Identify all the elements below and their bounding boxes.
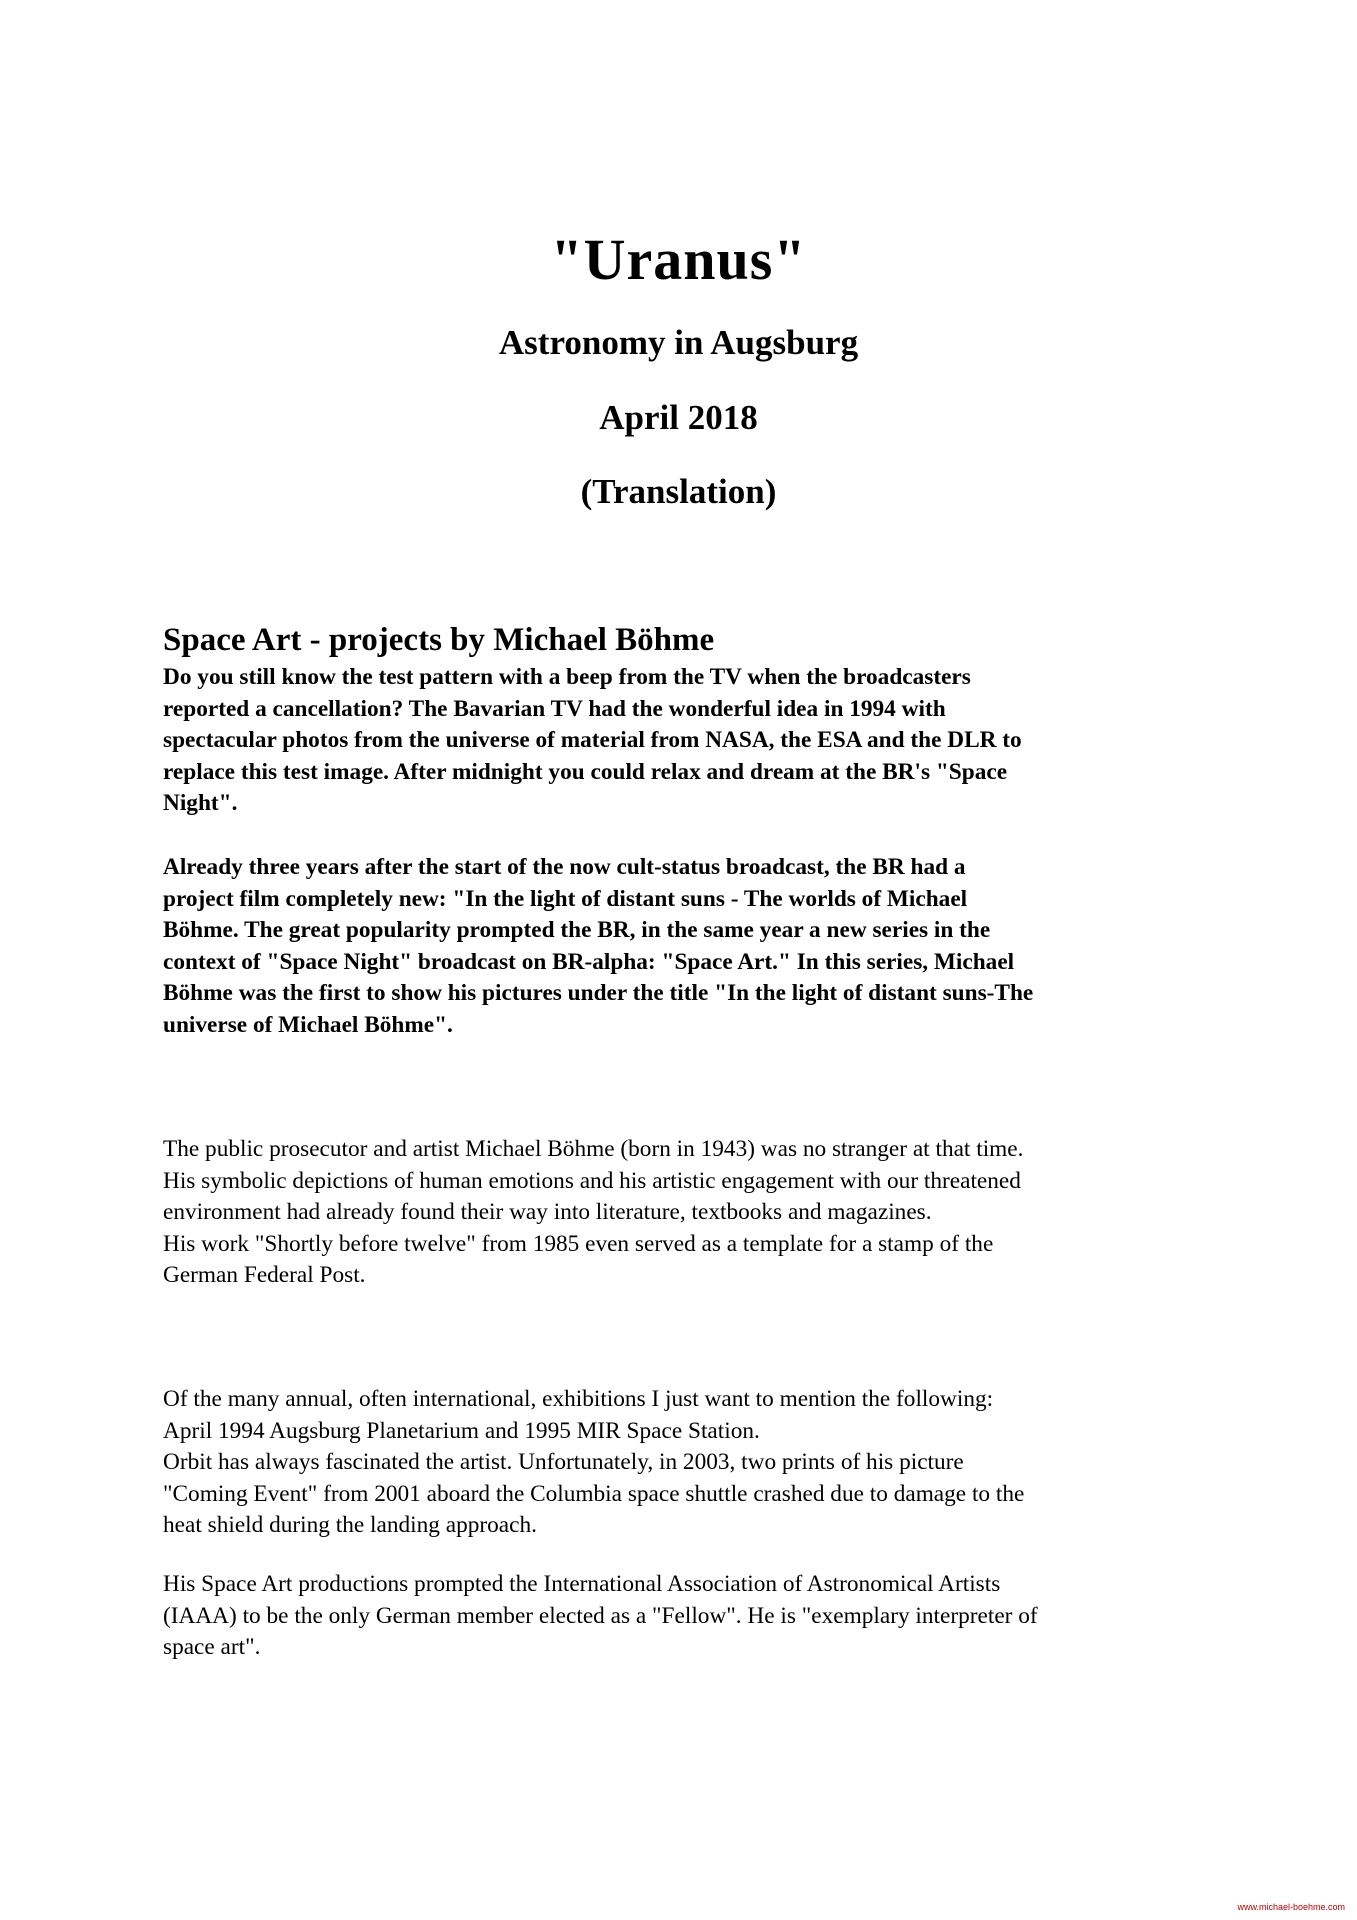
artist-paragraph <box>163 1134 1243 1292</box>
text-line: His symbolic depictions of human emotions and his artistic engagement with our threatened <box>163 1167 1021 1194</box>
text-line: space art". <box>163 1634 261 1660</box>
text-line: His work "Shortly before twelve" from 1985 even served as a template for a stamp of the <box>163 1230 994 1257</box>
text-line: German Federal Post. <box>163 1262 366 1288</box>
document-title: "Uranus" <box>550 227 807 292</box>
broadcast-paragraph <box>163 852 1243 1041</box>
text-line: reported a cancellation? The Bavarian TV had the wonderful idea in 1994 with <box>163 695 946 722</box>
text-line: Böhme was the first to show his pictures under the title "In the light of distant suns-The <box>163 980 1034 1006</box>
text-line: universe of Michael Böhme". <box>163 1011 453 1038</box>
text-line: heat shield during the landing approach. <box>163 1512 537 1538</box>
document-date: April 2018 <box>599 398 758 437</box>
text-line: context of "Space Night" broadcast on BR-alpha: "Space Art." In this series, Michael <box>163 948 1015 975</box>
text-line: His Space Art productions prompted the International Association of Astronomical Artists <box>163 1571 1001 1597</box>
text-line: The public prosecutor and artist Michael Böhme (born in 1943) was no stranger at that time. <box>163 1136 1024 1162</box>
text-line: Orbit has always fascinated the artist. Unfortunately, in 2003, two prints of his picture <box>163 1449 964 1475</box>
text-line: project film completely new: "In the light of distant suns - The worlds of Michael <box>163 885 968 912</box>
text-line: Night". <box>163 790 238 816</box>
exhibitions-paragraph <box>163 1384 1243 1542</box>
document-subtitle: Astronomy in Augsburg <box>498 323 859 362</box>
text-line: (IAAA) to be the only German member elected as a "Fellow". He is "exemplary interpreter of <box>163 1602 1038 1629</box>
website-link[interactable]: www.michael-boehme.com <box>1237 1902 1345 1912</box>
text-line: April 1994 Augsburg Planetarium and 1995 MIR Space Station. <box>163 1417 760 1444</box>
section-heading: Space Art - projects by Michael Böhme <box>163 622 715 658</box>
text-line: "Coming Event" from 2001 aboard the Columbia space shuttle crashed due to damage to the <box>163 1480 1025 1507</box>
text-line: spectacular photos from the universe of material from NASA, the ESA and the DLR to <box>163 727 1022 753</box>
text-line: Already three years after the start of the now cult-status broadcast, the BR had a <box>163 854 966 880</box>
iaaa-paragraph <box>163 1569 1243 1664</box>
text-line: Do you still know the test pattern with a beep from the TV when the broadcasters <box>163 664 971 690</box>
text-line: Böhme. The great popularity prompted the BR, in the same year a new series in the <box>163 917 991 943</box>
intro-paragraph <box>163 662 1243 820</box>
text-line: environment had already found their way into literature, textbooks and magazines. <box>163 1199 932 1225</box>
text-line: Of the many annual, often international, exhibitions I just want to mention the following: <box>163 1386 994 1412</box>
translation-note: (Translation) <box>580 472 777 511</box>
text-line: replace this test image. After midnight you could relax and dream at the BR's "Space <box>163 758 1008 785</box>
